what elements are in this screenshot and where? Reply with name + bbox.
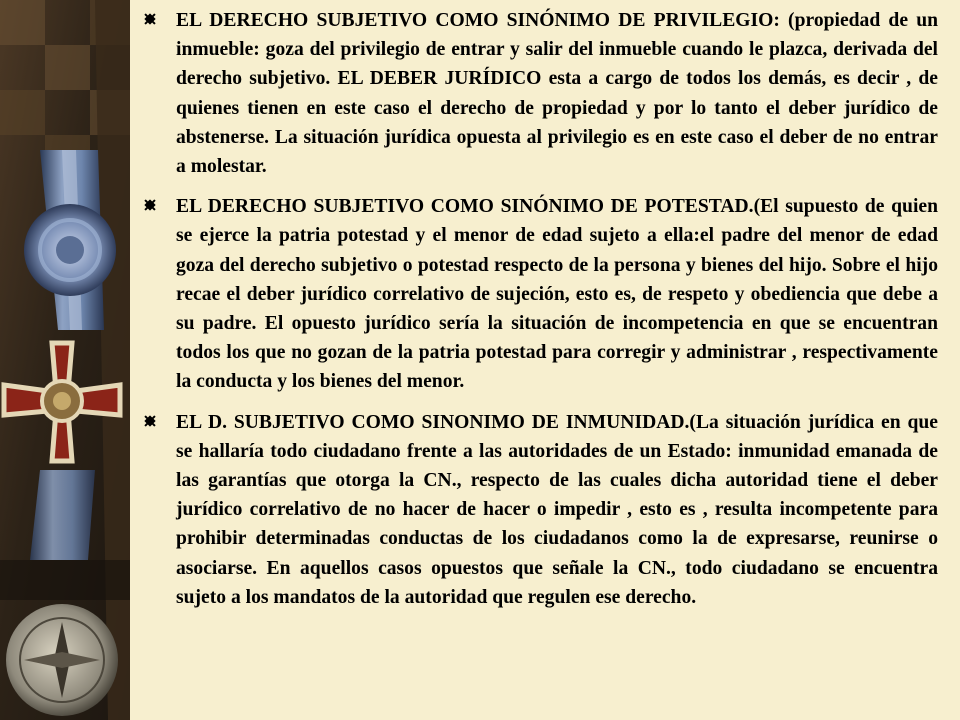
bullet-text: EL DERECHO SUBJETIVO COMO SINÓNIMO DE POTESTAD.(El supuesto de quien se ejerce la patria potestad y el menor de edad sujeto a ella:el padre del menor de edad goza del derecho subjetivo o potestad respecto de la persona y bienes del hijo. Sobre el hijo recae el deber jurídico correlativo de sujeción, esto es, de respeto y obediencia que debe a su padre. El opuesto jurídico sería la situación de incompetencia en que se encuentran todos los que no gozan de la patria potestad para corregir y administrar , respectivamente la conducta y los bienes del menor. bbox=[176, 196, 938, 393]
diamond-bullet-icon bbox=[144, 200, 155, 211]
bullet-text: EL D. SUBJETIVO COMO SINONIMO DE INMUNIDAD.(La situación jurídica en que se hallaría todo ciudadano frente a las autoridades de un Estado: inmunidad emanada de las garantías que otorga la CN., respecto de las cuales dicha autoridad tiene el deber jurídico correlativo de no hacer de hacer o impedir , esto es , resulta incompetente para prohibir determinadas conductas de los ciudadanos como la de expresarse, reunirse o asociarse. En aquellos casos opuestos que señale la CN., todo ciudadano se encuentra sujeto a los mandatos de la autoridad que regulen ese derecho. bbox=[176, 411, 938, 608]
slide-content bbox=[140, 6, 938, 623]
bullet-text: EL DERECHO SUBJETIVO COMO SINÓNIMO DE PRIVILEGIO: (propiedad de un inmueble: goza del privilegio de entrar y salir del inmueble cuando le plazca, derivada del derecho subjetivo. EL DEBER JURÍDICO esta a cargo de todos los demás, es decir , de quienes tienen en este caso el derecho de propiedad y por lo tanto el deber jurídico de abstenerse. La situación jurídica opuesta al privilegio es en este caso el deber de no entrar a molestar. bbox=[176, 10, 938, 178]
medal-icon bbox=[0, 0, 130, 720]
bullet-item-inmunidad bbox=[140, 408, 938, 612]
bullet-item-potestad bbox=[140, 192, 938, 396]
diamond-bullet-icon bbox=[144, 415, 155, 426]
diamond-bullet-icon bbox=[144, 13, 155, 24]
bullet-item-privilegio bbox=[140, 6, 938, 181]
medal-photo-strip bbox=[0, 0, 130, 720]
